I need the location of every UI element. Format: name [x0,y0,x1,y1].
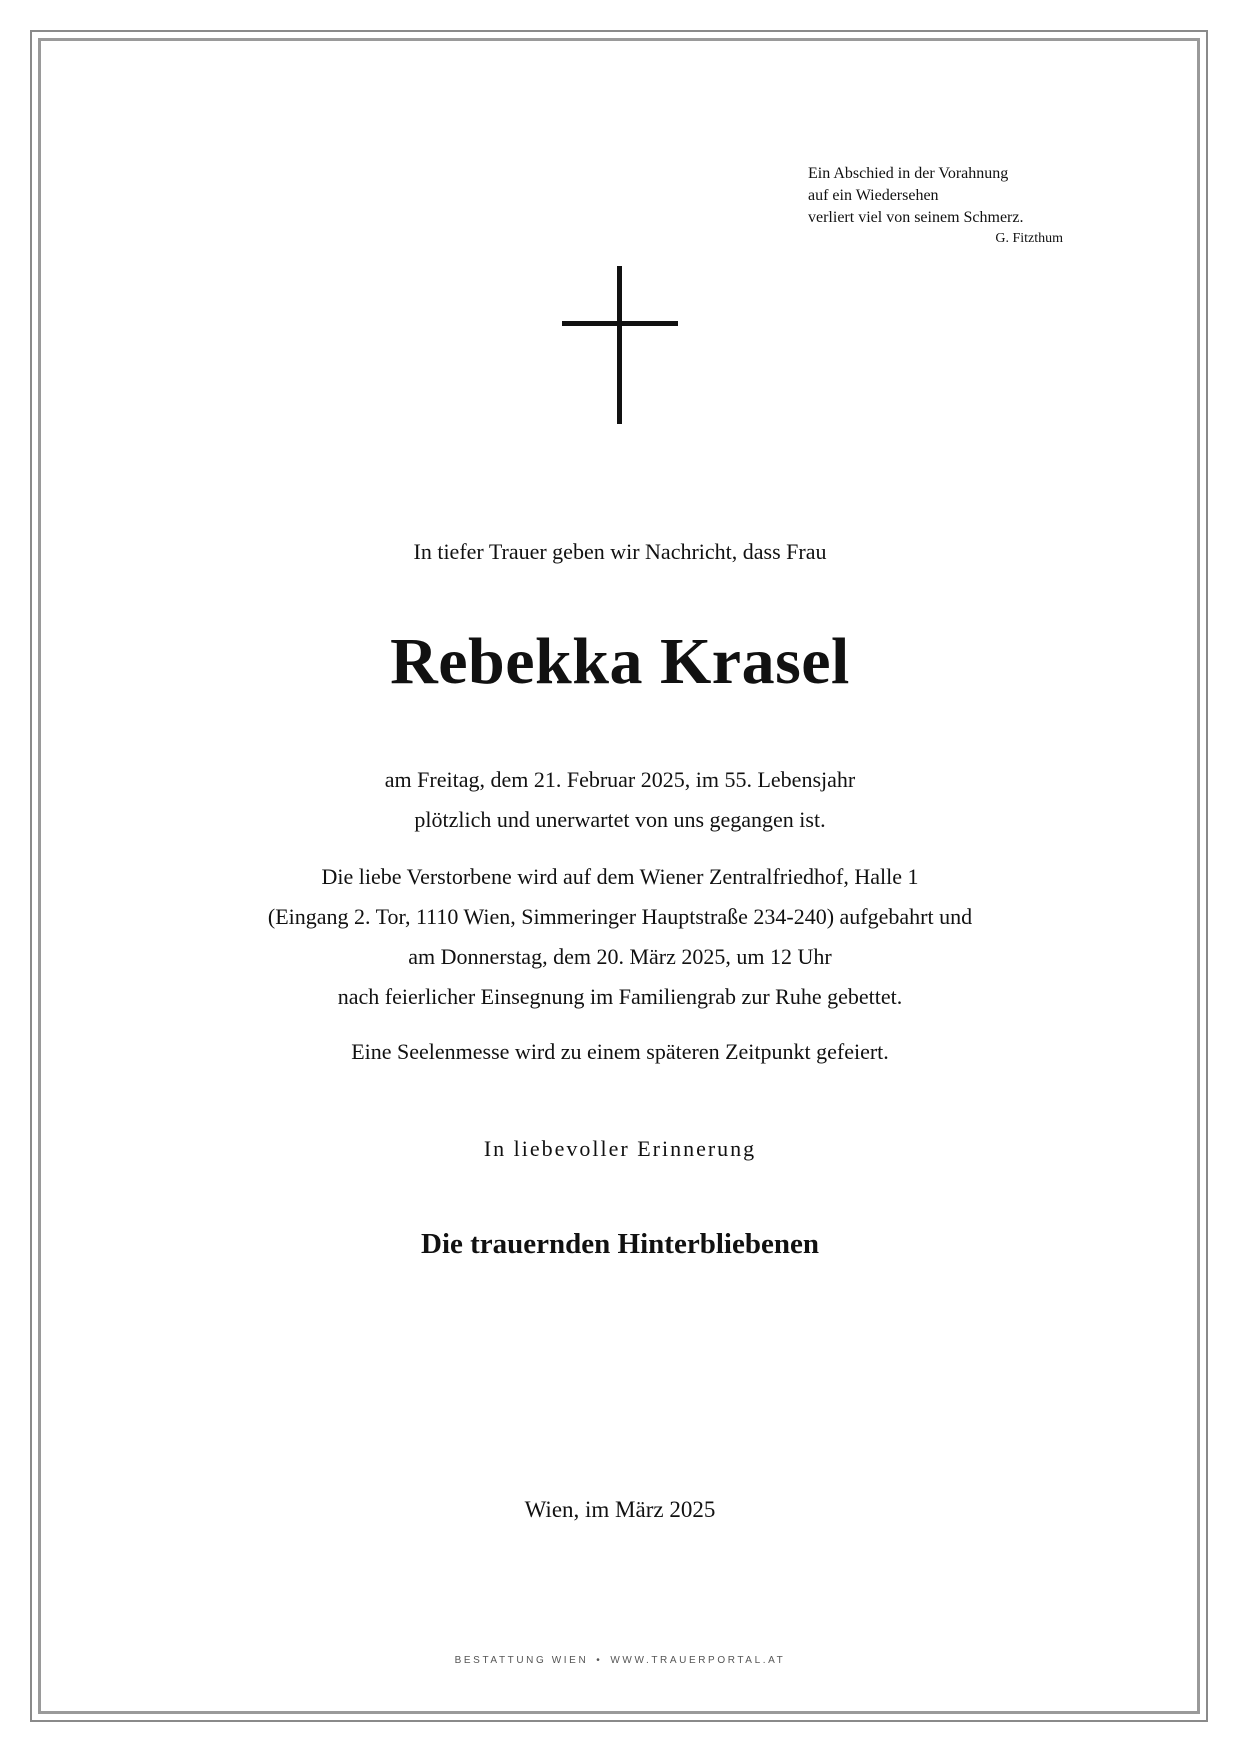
quote-line: auf ein Wiedersehen [808,187,939,204]
epigraph-quote [808,163,1063,249]
bereaved-signature: Die trauernden Hinterbliebenen [421,1228,819,1260]
quote-line: Ein Abschied in der Vorahnung [808,165,1009,182]
death-notice-line: plötzlich und unerwartet von uns gegangen ist. [414,807,826,832]
footer-separator: • [596,1655,603,1666]
funeral-details-line: am Donnerstag, dem 20. März 2025, um 12 Uhr [408,944,832,969]
remembrance-text: In liebevoller Erinnerung [483,1136,757,1161]
funeral-details-line: nach feierlicher Einsegnung im Familiengrab zur Ruhe gebettet. [337,984,903,1009]
funeral-details-line: Die liebe Verstorbene wird auf dem Wiener Zentralfriedhof, Halle 1 [321,864,919,889]
intro-text: In tiefer Trauer geben wir Nachricht, dass Frau [413,539,827,564]
footer [0,1654,1240,1668]
funeral-details [0,857,1240,1017]
mass-note: Eine Seelenmesse wird zu einem späteren Zeitpunkt gefeiert. [351,1039,889,1064]
death-notice-line: am Freitag, dem 21. Februar 2025, im 55. Lebensjahr [384,767,856,792]
footer-company: BESTATTUNG WIEN [454,1655,589,1666]
footer-website: WWW.TRAUERPORTAL.AT [610,1655,786,1666]
quote-author: G. Fitzthum [995,231,1063,246]
quote-line: verliert viel von seinem Schmerz. [808,209,1024,226]
deceased-name: Rebekka Krasel [390,625,850,698]
funeral-details-line: (Eingang 2. Tor, 1110 Wien, Simmeringer Hauptstraße 234-240) aufgebahrt und [267,904,973,929]
death-notice [0,760,1240,840]
place-date: Wien, im März 2025 [524,1497,716,1522]
cross-icon [562,266,678,426]
